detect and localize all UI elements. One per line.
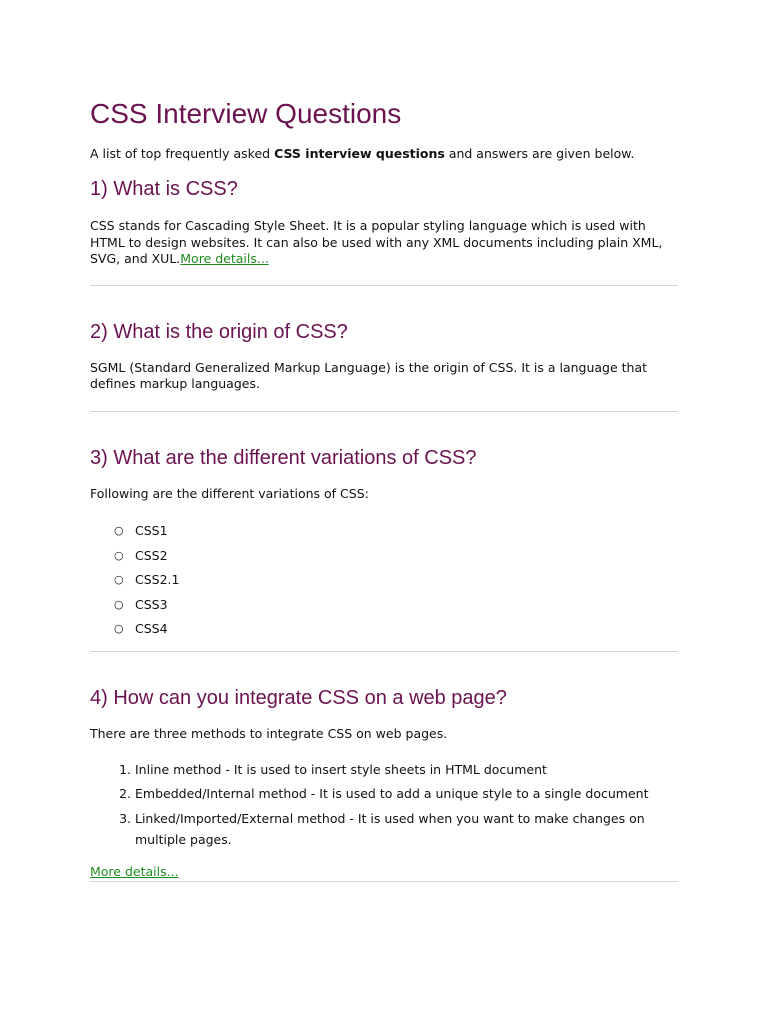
document-page <box>90 92 678 882</box>
list-item: ○ CSS3 <box>114 593 678 618</box>
question-4-answer: There are three methods to integrate CSS on web pages. <box>90 725 448 741</box>
question-2-heading: 2) What is the origin of CSS? <box>90 320 348 343</box>
question-1-answer <box>90 218 678 268</box>
question-3-answer: Following are the different variations of CSS: <box>90 485 369 501</box>
intro-after: and answers are given below. <box>444 146 635 161</box>
divider <box>90 881 678 882</box>
integration-methods-list <box>90 758 678 850</box>
question-4-heading: 4) How can you integrate CSS on a web page? <box>90 686 507 709</box>
list-item: 1. Inline method - It is used to insert style sheets in HTML document <box>135 758 678 782</box>
question-1-heading: 1) What is CSS? <box>90 178 238 200</box>
divider <box>90 651 678 652</box>
css-variations-list <box>90 519 678 642</box>
list-item: ○ CSS1 <box>114 519 678 544</box>
circle-bullet-icon: ○ <box>114 573 124 586</box>
list-item: ○ CSS2 <box>114 544 678 569</box>
question-1-answer-text: CSS stands for Cascading Style Sheet. It is a popular styling language which is used with HTML to design websites. It can also be used with any XML documents including plain XML, SVG, and XUL. <box>90 218 663 266</box>
question-2-answer: SGML (Standard Generalized Markup Language) is the origin of CSS. It is a language that defines markup languages. <box>90 359 648 391</box>
question-4-more <box>90 864 678 881</box>
divider <box>90 285 678 286</box>
intro-before: A list of top frequently asked <box>90 146 275 161</box>
circle-bullet-icon: ○ <box>114 548 124 562</box>
list-item: ○ CSS2.1 <box>114 568 678 593</box>
page-title: CSS Interview Questions <box>90 98 402 129</box>
circle-bullet-icon: ○ <box>114 524 124 537</box>
intro-text <box>90 146 678 162</box>
question-1-more-details-link[interactable]: More details... <box>180 251 269 266</box>
list-item: ○ CSS4 <box>114 617 678 642</box>
list-item: 3. Linked/Imported/External method - It is used when you want to make changes on multiple pages. <box>135 806 678 850</box>
intro-bold: CSS interview questions <box>274 146 445 161</box>
circle-bullet-icon: ○ <box>114 622 124 635</box>
circle-bullet-icon: ○ <box>114 597 124 611</box>
question-4-more-details-link[interactable]: More details... <box>90 864 179 879</box>
list-item: 2. Embedded/Internal method - It is used to add a unique style to a single document <box>135 782 678 806</box>
divider <box>90 411 678 412</box>
question-3-heading: 3) What are the different variations of CSS? <box>90 446 477 469</box>
